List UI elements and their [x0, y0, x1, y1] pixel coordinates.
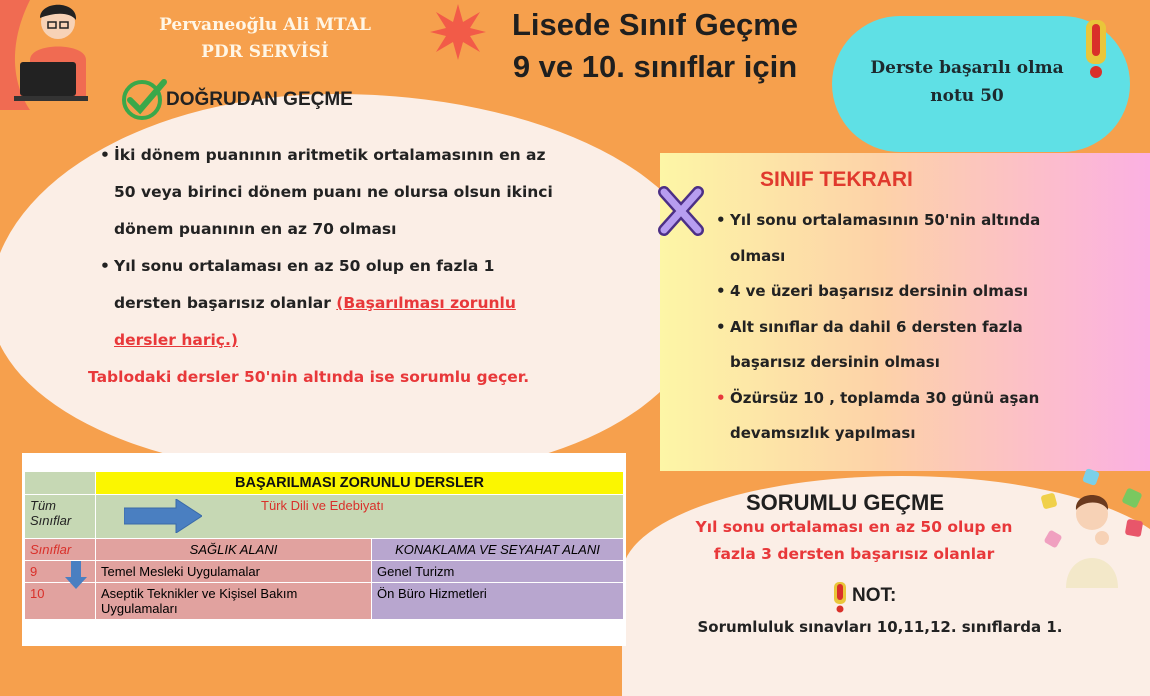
mandatory-courses-table	[22, 453, 626, 646]
list-item-line: • Yıl sonu ortalamasının 50'nin altında	[730, 211, 1041, 229]
arrow-down-icon	[65, 561, 87, 589]
list-item	[716, 381, 1136, 452]
passing-grade-line2: notu 50	[930, 86, 1004, 106]
list-item-line: devamsızlık yapılması	[730, 424, 916, 442]
table-cell: Genel Turizm	[372, 561, 624, 583]
exception-text: (Başarılması zorunlu	[336, 294, 516, 312]
cross-icon	[656, 186, 706, 236]
direct-pass-list	[100, 137, 580, 359]
table-cell: Ön Büro Hizmetleri	[372, 583, 624, 620]
table-row	[25, 561, 624, 583]
list-item-line: 50 veya birinci dönem puanı ne olursa olsun ikinci	[114, 183, 553, 201]
courses-table	[24, 471, 624, 620]
school-name-line2: PDR SERVİSİ	[201, 42, 329, 62]
list-item	[100, 248, 580, 359]
table-cell: Sınıflar	[25, 539, 96, 561]
page-title-line2: 9 ve 10. sınıflar için	[512, 49, 798, 84]
row-label: Sınıflar	[30, 513, 72, 528]
class-repeat-heading: SINIF TEKRARI	[760, 168, 913, 191]
page-title	[470, 4, 840, 88]
table-header: KONAKLAMA VE SEYAHAT ALANI	[372, 539, 624, 561]
list-item-line: • Alt sınıflar da dahil 6 dersten fazla	[730, 317, 1023, 336]
exception-text: dersler hariç.)	[114, 331, 238, 349]
checkmark-icon	[120, 78, 168, 122]
list-item-line: • İki dönem puanının aritmetik ortalamasının en az	[114, 146, 546, 164]
row-label: Tüm	[30, 498, 56, 513]
table-cell	[25, 561, 96, 583]
table-row	[25, 583, 624, 620]
list-item-line: • Özürsüz 10 , toplamda 30 günü aşan	[730, 388, 1040, 407]
table-cell	[25, 472, 96, 495]
direct-pass-heading: DOĞRUDAN GEÇME	[166, 89, 353, 110]
table-title: BAŞARILMASI ZORUNLU DERSLER	[96, 472, 624, 495]
table-row	[25, 472, 624, 495]
table-cell	[96, 495, 624, 539]
list-item-line: olması	[730, 246, 786, 265]
list-item-line: • 4 ve üzeri başarısız dersinin olması	[730, 282, 1029, 300]
table-cell	[25, 495, 96, 539]
list-item-line: başarısız dersinin olması	[730, 353, 940, 371]
exclamation-icon	[1082, 18, 1110, 80]
school-name	[150, 12, 380, 66]
responsible-pass-heading: SORUMLU GEÇME	[746, 490, 944, 515]
person-at-laptop-illustration	[0, 0, 110, 110]
table-row	[25, 539, 624, 561]
list-item-text: dersten başarısız olanlar	[114, 294, 337, 312]
thinking-person-illustration	[1036, 468, 1150, 588]
arrow-right-icon	[124, 499, 202, 533]
list-item-line	[114, 285, 580, 322]
list-item	[716, 274, 1136, 310]
grade-cell: 10	[25, 583, 96, 620]
all-classes-course: Türk Dili ve Edebiyatı	[261, 498, 384, 513]
passing-grade-text	[848, 54, 1086, 110]
responsible-line: fazla 3 dersten başarısız olanlar	[713, 545, 995, 563]
direct-pass-note: Tablodaki dersler 50'nin altında ise sorumlu geçer.	[88, 368, 530, 386]
responsible-pass-text	[670, 514, 1038, 568]
table-header: SAĞLIK ALANI	[96, 539, 372, 561]
grade-cell: 9	[30, 564, 38, 579]
list-item	[716, 203, 1136, 274]
list-item	[100, 137, 580, 248]
exclamation-icon	[832, 581, 848, 613]
note-label: NOT:	[852, 585, 897, 606]
list-item-line: • Yıl sonu ortalaması en az 50 olup en fazla 1	[114, 257, 495, 275]
table-cell: Temel Mesleki Uygulamalar	[96, 561, 372, 583]
responsible-line: Yıl sonu ortalaması en az 50 olup en	[695, 518, 1013, 536]
list-item	[716, 310, 1136, 381]
page-title-line1: Lisede Sınıf Geçme	[512, 7, 798, 42]
responsible-note-text: Sorumluluk sınavları 10,11,12. sınıflarda 1.	[697, 618, 1063, 636]
class-repeat-list	[716, 203, 1136, 452]
list-item-line: dönem puanının en az 70 olması	[114, 220, 397, 238]
passing-grade-line1: Derste başarılı olma	[870, 58, 1064, 78]
table-row	[25, 495, 624, 539]
school-name-line1: Pervaneoğlu Ali MTAL	[159, 15, 371, 35]
table-cell: Aseptik Teknikler ve Kişisel Bakım Uygulamaları	[96, 583, 372, 620]
